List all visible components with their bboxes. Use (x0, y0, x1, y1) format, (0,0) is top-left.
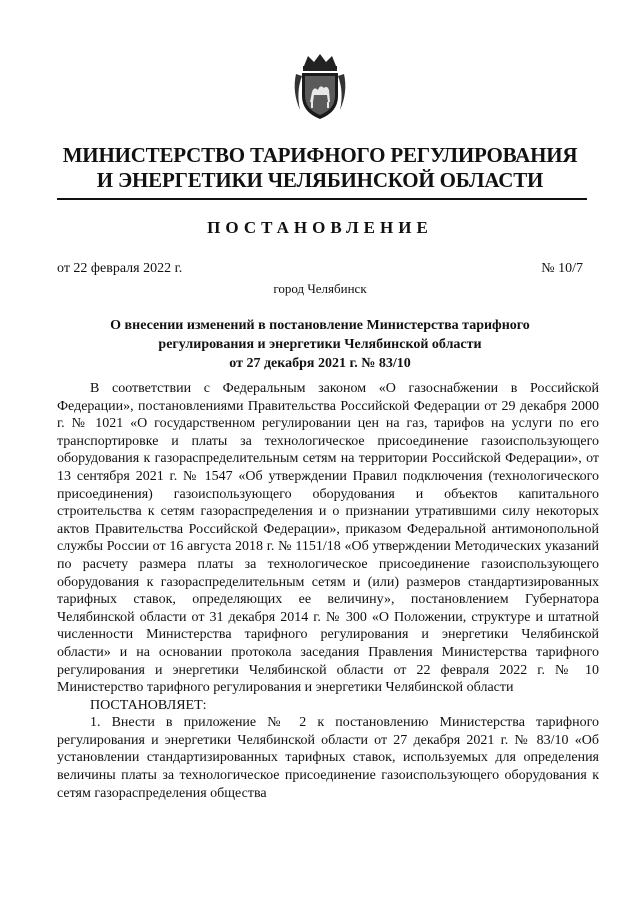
coat-of-arms-icon (292, 52, 348, 122)
clause-1-paragraph: 1. Внести в приложение № 2 к постановлению Министерства тарифного регулирования и энергетики Челябинской области от 27 декабря 2021 г. № 83/10 «Об установлении стандартизированных тарифных ставок, используемых для определения величины платы за технологическое присоединение газоиспользующего оборудования к сетям газораспределения общества (57, 715, 599, 801)
resolve-heading: ПОСТАНОВЛЯЕТ: (90, 697, 207, 713)
document-city: город Челябинск (273, 281, 367, 296)
subject-line-2: регулирования и энергетики Челябинской области (158, 337, 482, 352)
subject-line-3: от 27 декабря 2021 г. № 83/10 (229, 356, 411, 371)
ministry-line-2: И ЭНЕРГЕТИКИ ЧЕЛЯБИНСКОЙ ОБЛАСТИ (96, 168, 544, 192)
header-divider (57, 198, 587, 200)
ministry-name (40, 143, 600, 193)
document-subject (80, 316, 560, 373)
preamble-paragraph: В соответствии с Федеральным законом «О газоснабжении в Российской Федерации», постановлениями Правительства Российской Федерации от 29 декабря 2000 г. № 1021 «О государственном регулировании цен на газ, тарифов на услуги по его транспортировке и платы за технологическое присоединение газоиспользующего оборудования к газораспределительным сетям на территории Российской Федерации», от 13 сентября 2021 г. № 1547 «Об утверждении Правил подключения (технологического присоединения) газоиспользующего оборудования и объектов капитального строительства к сетям газораспределения и о признании утратившими силу некоторых актов Правительства Российской Федерации», приказом Федеральной антимонопольной службы России от 16 августа 2018 г. № 1151/18 «Об утверждении Методических указаний по расчету размера платы за технологическое присоединение газоиспользующего оборудования к газораспределительным сетям и (или) размеров стандартизированных тарифных ставок, определяющих ее величину», постановлением Губернатора Челябинской области от 31 декабря 2014 г. № 300 «О Положении, структуре и штатной численности Министерства тарифного регулирования и энергетики Челябинской области» и на основании протокола заседания Правления Министерства тарифного регулирования и энергетики Челябинской области от 22 февраля 2022 г. № 10 Министерство тарифного регулирования и энергетики Челябинской области (57, 381, 599, 696)
ministry-line-1: МИНИСТЕРСТВО ТАРИФНОГО РЕГУЛИРОВАНИЯ (62, 143, 578, 167)
document-type: ПОСТАНОВЛЕНИЕ (207, 218, 433, 237)
document-date: от 22 февраля 2022 г. (57, 261, 183, 276)
document-body (57, 380, 599, 802)
subject-line-1: О внесении изменений в постановление Министерства тарифного (110, 318, 530, 333)
document-number: № 10/7 (541, 261, 583, 276)
